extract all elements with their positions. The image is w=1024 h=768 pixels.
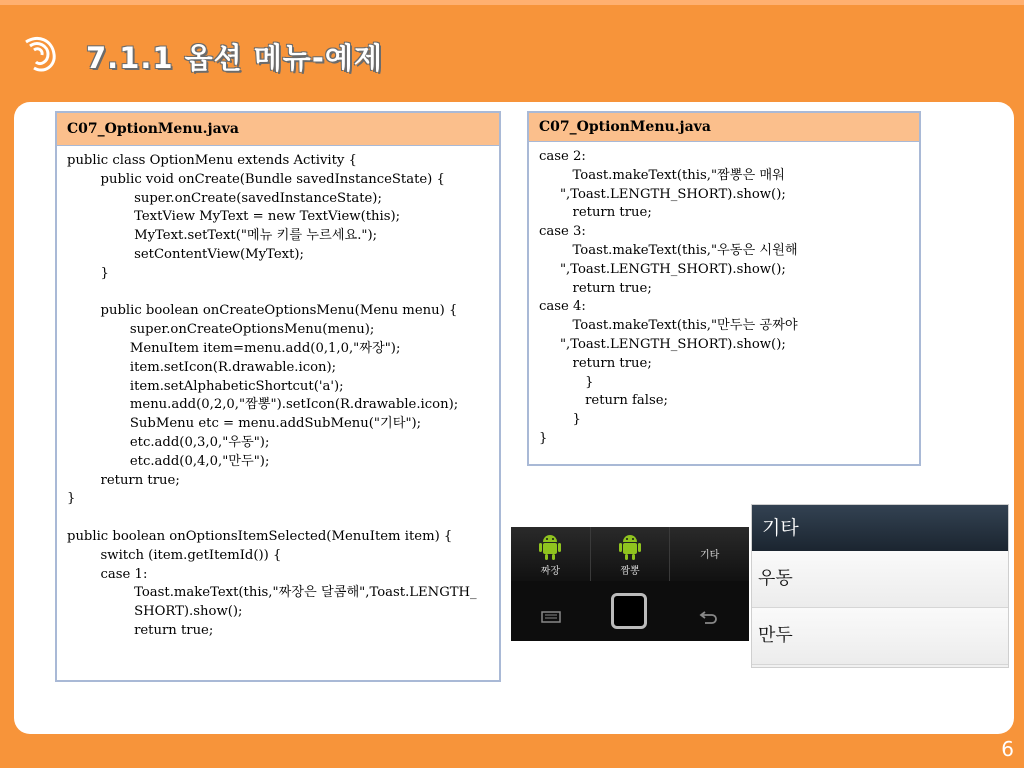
menu-item-label: 기타 bbox=[700, 550, 720, 561]
code-box-left-header: C07_OptionMenu.java bbox=[57, 113, 499, 146]
submenu-item-udon[interactable]: 우동 bbox=[752, 551, 1008, 608]
top-stripe bbox=[0, 0, 1024, 5]
soft-key-bar bbox=[511, 581, 749, 641]
code-box-right-header: C07_OptionMenu.java bbox=[529, 113, 919, 142]
options-menu-row bbox=[511, 527, 749, 581]
code-box-left-code: public class OptionMenu extends Activity { public void onCreate(Bundle savedInstanceState) { super.onCreate(savedInstanceState); TextView MyText = new TextView(this); MyText.setText("메뉴 키를 누르세요."); setContentView(MyText); } public boolean onCreateOptionsMenu(Menu menu) { super.onCreateOptionsMenu(menu); MenuItem item=menu.add(0,1,0,"짜장"); item.setIcon(R.drawable.icon); item.setAlphabeticShortcut('a'); menu.add(0,2,0,"짬뽕").setIcon(R.drawable.icon); SubMenu etc = menu.addSubMenu("기타"); etc.add(0,3,0,"우동"); etc.add(0,4,0,"만두"); return true; } public boolean onOptionsItemSelected(MenuItem item) { switch (item.getItemId()) { case 1: Toast.makeText(this,"짜장은 달콤해",Toast.LENGTH_ SHORT).show(); return true; bbox=[67, 153, 477, 638]
menu-item-label: 짜장 bbox=[540, 566, 560, 577]
page-title: 7.1.1 옵션 메뉴-예제 bbox=[86, 41, 383, 75]
android-robot-icon bbox=[537, 531, 563, 561]
code-box-left bbox=[55, 111, 501, 682]
menu-item-jjamppong[interactable] bbox=[591, 527, 671, 581]
menu-key-icon[interactable] bbox=[541, 611, 561, 623]
logo-icon bbox=[18, 32, 62, 76]
home-key-icon[interactable] bbox=[611, 593, 647, 629]
submenu-screenshot bbox=[751, 504, 1009, 668]
android-robot-icon bbox=[617, 531, 643, 561]
submenu-item-mandu[interactable]: 만두 bbox=[752, 608, 1008, 665]
bottom-band bbox=[0, 734, 1024, 768]
back-key-icon[interactable] bbox=[699, 609, 719, 625]
submenu-title: 기타 bbox=[752, 505, 1008, 551]
code-box-right bbox=[527, 111, 921, 466]
page-number: 6 bbox=[1001, 737, 1014, 761]
menu-item-label: 짬뽕 bbox=[620, 566, 640, 577]
phone-options-menu-screenshot bbox=[511, 527, 749, 641]
code-box-right-code: case 2: Toast.makeText(this,"짬뽕은 매워 ",Toast.LENGTH_SHORT).show(); return true; case 3: Toast.makeText(this,"우동은 시원해 ",Toast.LENGTH_SHORT).show(); return true; case 4: Toast.makeText(this,"만두는 공짜야 ",Toast.LENGTH_SHORT).show(); return true; } return false; } } bbox=[539, 149, 798, 446]
menu-item-more[interactable] bbox=[670, 527, 749, 581]
menu-item-jjajang[interactable] bbox=[511, 527, 591, 581]
